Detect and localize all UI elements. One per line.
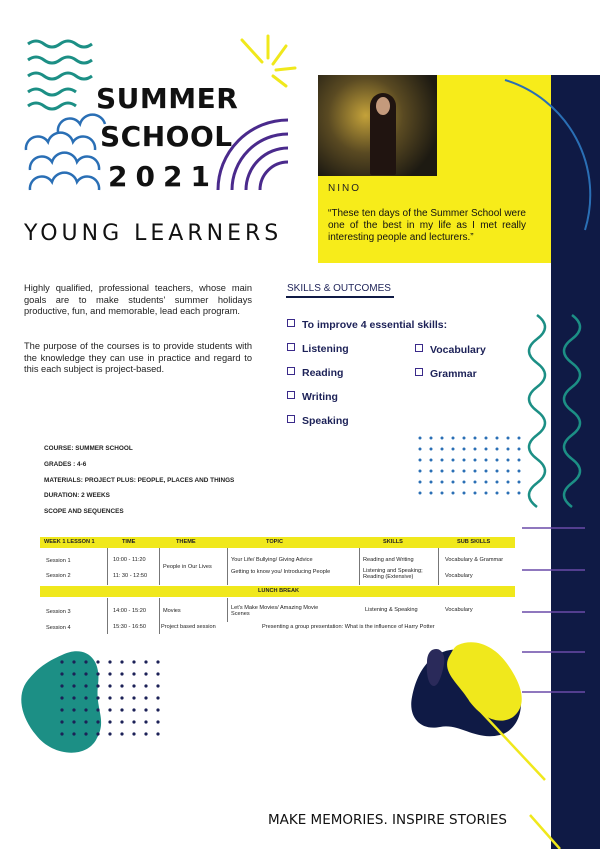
dot	[496, 437, 499, 440]
intro-paragraph-1: Highly qualified, professional teachers, whose main goals are to make students' summer holidays productive, fun, and memorable, lead each program.	[24, 283, 252, 317]
dot	[120, 708, 123, 711]
dot	[108, 708, 111, 711]
dot	[108, 660, 111, 663]
dot	[452, 437, 455, 440]
dot	[507, 470, 510, 473]
dot	[84, 672, 87, 675]
dot	[430, 437, 433, 440]
dot	[144, 672, 147, 675]
teal-blob	[21, 651, 101, 752]
dot	[463, 481, 466, 484]
header-time: TIME	[122, 539, 136, 545]
dot	[144, 732, 147, 735]
dot	[120, 660, 123, 663]
student-photo	[318, 75, 437, 176]
theme-s1-s2: People in Our Lives	[163, 564, 212, 570]
dot	[120, 696, 123, 699]
dot	[463, 470, 466, 473]
testimonial-name: NINO	[328, 183, 361, 194]
s2-topic: Getting to know you/ Introducing People	[231, 569, 331, 575]
dot	[144, 684, 147, 687]
dot	[144, 708, 147, 711]
dot	[96, 684, 99, 687]
dot	[463, 459, 466, 462]
dot	[72, 696, 75, 699]
dot	[474, 481, 477, 484]
course-info-duration: DURATION: 2 WEEKS	[44, 492, 110, 499]
dot	[507, 448, 510, 451]
skills-lead	[287, 319, 447, 331]
s2-skills: Listening and Speaking; Reading (Extensive)	[363, 568, 423, 580]
dot	[485, 470, 488, 473]
dot	[518, 459, 521, 462]
dot	[132, 708, 135, 711]
dot	[84, 696, 87, 699]
dot	[60, 696, 63, 699]
dot	[120, 720, 123, 723]
dot	[430, 470, 433, 473]
checkbox-icon	[287, 367, 295, 375]
s4-topic: Presenting a group presentation: What is the influence of Harry Potter	[262, 624, 435, 630]
dot	[496, 459, 499, 462]
dot	[463, 492, 466, 495]
dot	[518, 492, 521, 495]
dot	[72, 708, 75, 711]
dot	[518, 437, 521, 440]
skill-label: Speaking	[302, 415, 349, 427]
dot	[132, 660, 135, 663]
dot	[60, 732, 63, 735]
dot	[132, 672, 135, 675]
dot	[156, 660, 159, 663]
header-skills: SKILLS	[383, 539, 403, 545]
dot	[60, 720, 63, 723]
dot	[156, 720, 159, 723]
dot	[144, 660, 147, 663]
skill-label: Reading	[302, 367, 344, 379]
s3-session: Session 3	[46, 609, 71, 615]
dot	[144, 720, 147, 723]
dot	[72, 720, 75, 723]
skill-writing	[287, 391, 338, 403]
s3-topic: Let's Make Movies/ Amazing Movie Scenes	[231, 605, 319, 617]
dot	[84, 732, 87, 735]
skill-vocabulary	[415, 344, 486, 356]
course-info-scope: SCOPE AND SEQUENCES	[44, 508, 124, 515]
dot	[441, 481, 444, 484]
skills-lead-text: To improve 4 essential skills:	[302, 319, 448, 331]
dot	[474, 437, 477, 440]
sunburst-icon	[242, 36, 295, 86]
s1-sub: Vocabulary & Grammar	[445, 557, 504, 563]
dot	[132, 732, 135, 735]
dot	[452, 481, 455, 484]
dot	[430, 481, 433, 484]
dot	[463, 437, 466, 440]
dot	[132, 696, 135, 699]
dot	[496, 492, 499, 495]
dot	[156, 708, 159, 711]
dot	[108, 696, 111, 699]
dot	[496, 470, 499, 473]
title-line1: SUMMER	[96, 82, 239, 115]
dot	[485, 437, 488, 440]
dot	[419, 470, 422, 473]
skill-listening	[287, 343, 349, 355]
dot	[474, 492, 477, 495]
dot	[452, 448, 455, 451]
header-week: WEEK 1 LESSON 1	[44, 539, 95, 545]
dot	[507, 437, 510, 440]
dot	[430, 492, 433, 495]
dot	[441, 470, 444, 473]
lunch-break: LUNCH BREAK	[258, 588, 300, 594]
dot	[419, 437, 422, 440]
s1-skills: Reading and Writing	[363, 557, 414, 563]
dot	[474, 470, 477, 473]
dot	[430, 448, 433, 451]
footer-slogan: MAKE MEMORIES. INSPIRE STORIES	[268, 812, 507, 828]
dot	[96, 660, 99, 663]
dot	[60, 672, 63, 675]
testimonial-quote: “These ten days of the Summer School were one of the best in my life as I met really interesting people and lecturers.”	[328, 208, 526, 244]
dot	[518, 481, 521, 484]
dot	[156, 732, 159, 735]
dot	[419, 448, 422, 451]
schedule-table	[40, 537, 515, 637]
dot	[496, 481, 499, 484]
dot	[518, 448, 521, 451]
dot	[96, 732, 99, 735]
dot	[485, 492, 488, 495]
dot	[108, 684, 111, 687]
s3-sub: Vocabulary	[445, 607, 473, 613]
dot	[496, 448, 499, 451]
dot	[84, 708, 87, 711]
subtitle: YOUNG LEARNERS	[24, 221, 283, 246]
s4-session: Session 4	[46, 625, 71, 631]
dot	[108, 720, 111, 723]
dot	[430, 459, 433, 462]
dot	[507, 492, 510, 495]
checkbox-icon	[287, 415, 295, 423]
s1-time: 10:00 - 11:20	[113, 557, 146, 563]
course-info-grades: GRADES : 4-6	[44, 461, 87, 468]
s4-time: 15:30 - 16:50	[113, 624, 146, 630]
dot	[144, 696, 147, 699]
dot	[60, 684, 63, 687]
dot	[60, 660, 63, 663]
dot	[156, 696, 159, 699]
skills-heading: SKILLS & OUTCOMES	[287, 283, 391, 294]
skill-label: Vocabulary	[430, 344, 486, 356]
s3-theme: Movies	[163, 608, 181, 614]
dot	[120, 684, 123, 687]
dot	[96, 672, 99, 675]
s4-theme: Project based session	[161, 624, 216, 630]
s1-session: Session 1	[46, 558, 71, 564]
skill-label: Grammar	[430, 368, 477, 380]
skill-grammar	[415, 368, 477, 380]
dot	[441, 437, 444, 440]
dot	[132, 684, 135, 687]
s2-sub: Vocabulary	[445, 573, 473, 579]
dot	[156, 672, 159, 675]
dot-grid-right	[419, 437, 521, 495]
intro-paragraph-2: The purpose of the courses is to provide students with the knowledge they can use in practice and regard to this each subject is project-based.	[24, 341, 252, 375]
header-subskills: SUB SKILLS	[457, 539, 491, 545]
header-topic: TOPIC	[266, 539, 283, 545]
skills-underline	[286, 296, 394, 298]
dot	[441, 459, 444, 462]
header-theme: THEME	[176, 539, 196, 545]
s2-time: 11: 30 - 12:50	[113, 573, 148, 579]
title-line2: SCHOOL	[100, 120, 233, 153]
dot	[474, 459, 477, 462]
dot	[485, 448, 488, 451]
course-info-materials: MATERIALS: PROJECT PLUS: PEOPLE, PLACES AND THINGS	[44, 477, 235, 484]
s1-topic: Your Life/ Bullying/ Giving Advice	[231, 557, 313, 563]
skill-reading	[287, 367, 343, 379]
dot	[452, 459, 455, 462]
dot	[84, 660, 87, 663]
dot	[120, 672, 123, 675]
dot	[108, 672, 111, 675]
dot	[518, 470, 521, 473]
checkbox-icon	[415, 368, 423, 376]
dot	[96, 708, 99, 711]
checkbox-icon	[415, 344, 423, 352]
dot	[132, 720, 135, 723]
s3-skills: Listening & Speaking	[365, 607, 418, 613]
dot	[452, 470, 455, 473]
dot	[419, 492, 422, 495]
dot	[84, 684, 87, 687]
dot	[120, 732, 123, 735]
dot	[108, 732, 111, 735]
dot	[485, 481, 488, 484]
dot	[96, 696, 99, 699]
dot	[156, 684, 159, 687]
dot	[463, 448, 466, 451]
dot	[419, 481, 422, 484]
checkbox-icon	[287, 391, 295, 399]
dot	[419, 459, 422, 462]
dot	[441, 448, 444, 451]
dot	[441, 492, 444, 495]
skill-label: Listening	[302, 343, 349, 355]
dot	[507, 459, 510, 462]
dot	[474, 448, 477, 451]
skill-speaking	[287, 415, 349, 427]
dot	[507, 481, 510, 484]
s3-time: 14:00 - 15:20	[113, 608, 146, 614]
dot	[72, 732, 75, 735]
teal-waves-icon	[28, 41, 92, 109]
dot	[84, 720, 87, 723]
checkbox-icon	[287, 343, 295, 351]
dot	[72, 660, 75, 663]
dot	[485, 459, 488, 462]
dot	[72, 672, 75, 675]
checkbox-icon	[287, 319, 295, 327]
skill-label: Writing	[302, 391, 338, 403]
course-info-course: COURSE: SUMMER SCHOOL	[44, 445, 133, 452]
dot	[452, 492, 455, 495]
dot	[72, 684, 75, 687]
dot	[96, 720, 99, 723]
cloud-icon	[26, 115, 105, 190]
dot	[60, 708, 63, 711]
title-year: 2021	[108, 160, 218, 193]
s2-session: Session 2	[46, 573, 71, 579]
